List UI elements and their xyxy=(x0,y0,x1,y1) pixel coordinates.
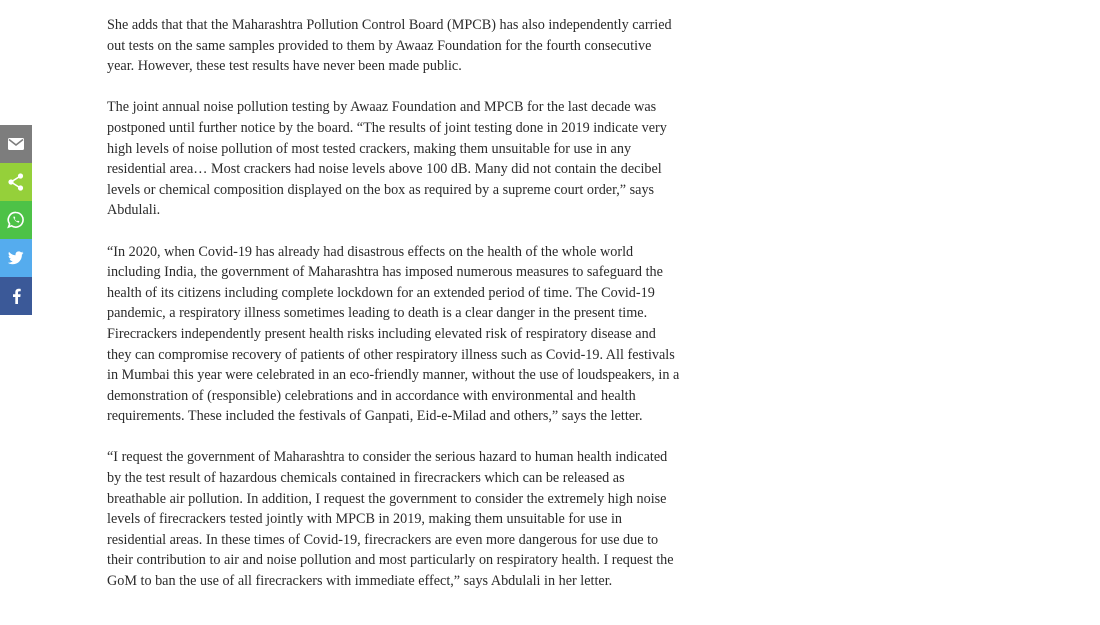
share-icon xyxy=(8,173,24,191)
whatsapp-icon xyxy=(7,211,25,229)
article-paragraph: “In 2020, when Covid-19 has already had disastrous effects on the health of the whole world including India, the government of Maharashtra has imposed numerous measures to safeguard the health of its citizens including complete lockdown for an extended period of time. The Covid-19 pandemic, a respiratory illness sometimes leading to death is a clear danger in the present time. Firecrackers independently present health risks including elevated risk of respiratory disease and they can compromise recovery of patients of other respiratory illness such as Covid-19. All festivals in Mumbai this year were celebrated in an eco-friendly manner, without the use of loudspeakers, in a demonstration of (responsible) celebrations and in accordance with environmental and health requirements. These included the festivals of Ganpati, Eid-e-Milad and others,” says the letter. xyxy=(107,243,680,425)
email-share-button[interactable] xyxy=(0,125,32,163)
share-rail xyxy=(0,125,32,315)
twitter-icon xyxy=(8,251,24,265)
facebook-share-button[interactable] xyxy=(0,277,32,315)
article-paragraph: “I request the government of Maharashtra to consider the serious hazard to human health indicated by the test result of hazardous chemicals contained in firecrackers which can be released as breathable air pollution. In addition, I request the government to consider the extremely high noise levels of firecrackers tested jointly with MPCB in 2019, making them unsuitable for use in residential areas. In these times of Covid-19, firecrackers are even more dangerous for use due to their contribution to air and noise pollution and most particularly on respiratory health. I request the GoM to ban the use of all firecrackers with immediate effect,” says Abdulali in her letter. xyxy=(107,449,674,590)
whatsapp-share-button[interactable] xyxy=(0,201,32,239)
facebook-icon xyxy=(12,288,21,304)
article-paragraph: She adds that that the Maharashtra Pollution Control Board (MPCB) has also independently carried out tests on the same samples provided to them by Awaaz Foundation for the fourth consecutive year. However, these test results have never been made public. xyxy=(107,17,672,75)
generic-share-button[interactable] xyxy=(0,163,32,201)
twitter-share-button[interactable] xyxy=(0,239,32,277)
article-paragraph: The joint annual noise pollution testing by Awaaz Foundation and MPCB for the last decade was postponed until further notice by the board. “The results of joint testing done in 2019 indicate very high levels of noise pollution of most tested crackers, making them unsuitable for use in any residential area… Most crackers had noise levels above 100 dB. Many did not contain the decibel levels or chemical composition displayed on the box as required by a supreme court order,” says Abdulali. xyxy=(107,99,667,219)
article-body xyxy=(107,15,682,612)
mail-icon xyxy=(8,138,24,150)
